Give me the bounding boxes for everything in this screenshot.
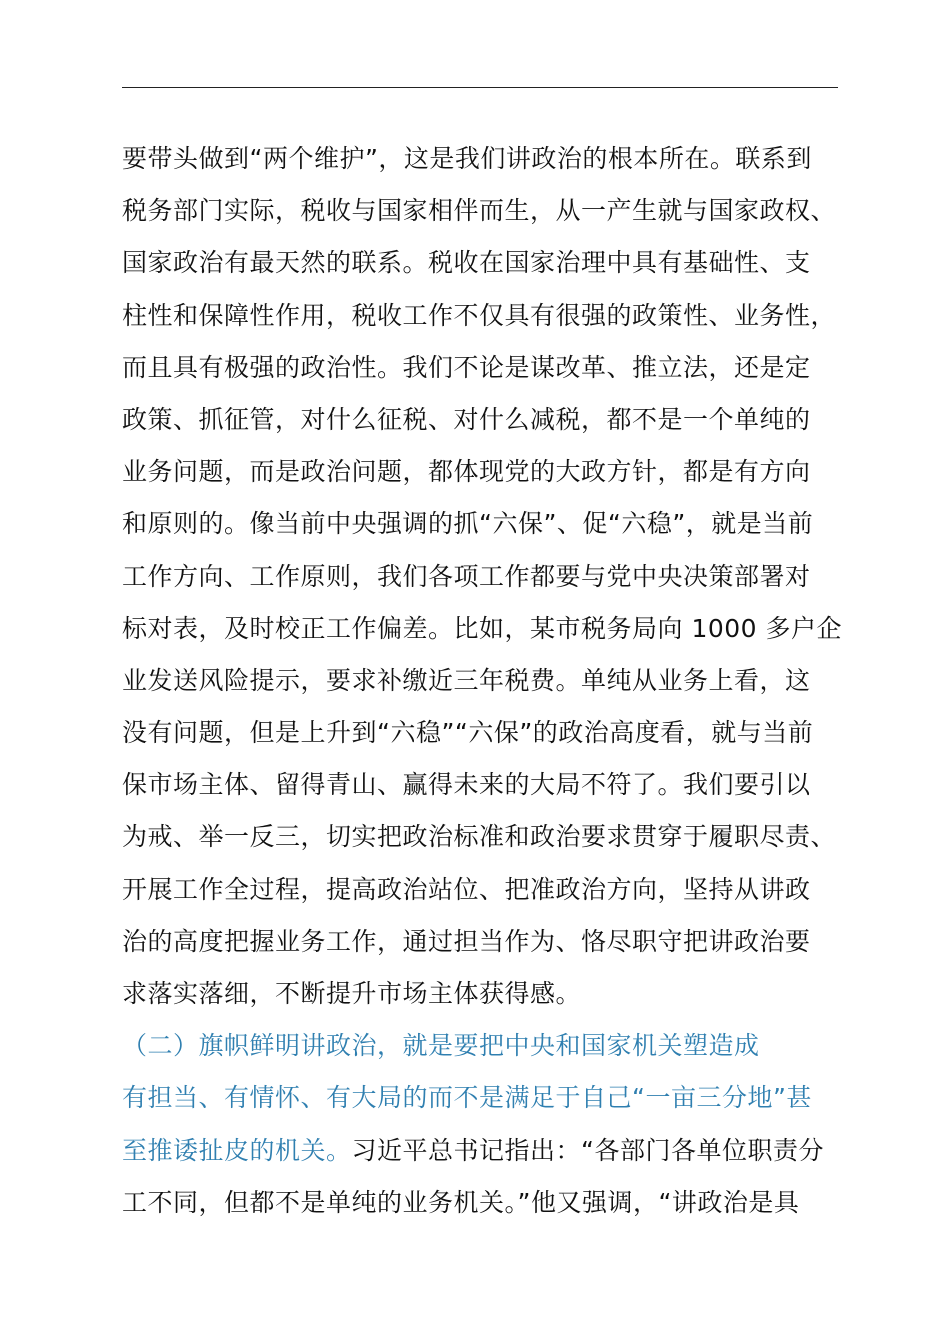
text-line <box>122 1125 840 1177</box>
text-line: 工作方向、工作原则，我们各项工作都要与党中央决策部署对 <box>122 561 811 591</box>
text-line: 为戒、举一反三，切实把政治标准和政治要求贯穿于履职尽责、 <box>122 822 837 852</box>
text-line: 要带头做到“两个维护”，这是我们讲政治的根本所在。联系到 <box>122 144 812 173</box>
text-line: 业发送风险提示，要求补缴近三年税费。单纯从业务上看，这 <box>122 665 811 695</box>
text-line: 政策、抓征管，对什么征税、对什么减税，都不是一个单纯的 <box>122 404 811 434</box>
text-line: 国家政治有最天然的联系。税收在国家治理中具有基础性、支 <box>122 248 811 278</box>
text-line: 没有问题，但是上升到“六稳”“六保”的政治高度看，就与当前 <box>122 718 814 748</box>
text-line: 治的高度把握业务工作，通过担当作为、恪尽职守把讲政治要 <box>122 926 811 956</box>
text-line: 柱性和保障性作用，税收工作不仅具有很强的政策性、业务性， <box>122 300 837 330</box>
paragraph-2 <box>122 1020 840 1229</box>
quote-intro: 习近平总书记指出：“各部门各单位职责分 <box>351 1135 824 1165</box>
text-line: 税务部门实际，税收与国家相伴而生，从一产生就与国家政权、 <box>122 196 837 226</box>
text-line: 和原则的。像当前中央强调的抓“六保”、促“六稳”，就是当前 <box>122 509 814 539</box>
header-rule <box>122 87 838 88</box>
text-line: 业务问题，而是政治问题，都体现党的大政方针，都是有方向 <box>122 457 811 487</box>
text-line: 而且具有极强的政治性。我们不论是谋改革、推立法，还是定 <box>122 352 811 382</box>
paragraph-1 <box>122 133 843 1020</box>
document-body <box>122 133 843 1229</box>
section-heading-line: （二）旗帜鲜明讲政治，就是要把中央和国家机关塑造成 <box>122 1031 760 1061</box>
text-line: 开展工作全过程，提高政治站位、把准政治方向，坚持从讲政 <box>122 874 811 904</box>
text-line: 保市场主体、留得青山、赢得未来的大局不符了。我们要引以 <box>122 770 811 800</box>
section-heading-end: 至推诿扯皮的机关。 <box>122 1135 352 1165</box>
text-line: 工不同，但都不是单纯的业务机关。”他又强调，“讲政治是具 <box>122 1187 800 1217</box>
text-line: 求落实落细，不断提升市场主体获得感。 <box>122 979 582 1008</box>
text-line: 标对表，及时校正工作偏差。比如，某市税务局向 1000 多户企 <box>122 613 843 643</box>
section-heading-line: 有担当、有情怀、有大局的而不是满足于自己“一亩三分地”甚 <box>122 1083 812 1113</box>
